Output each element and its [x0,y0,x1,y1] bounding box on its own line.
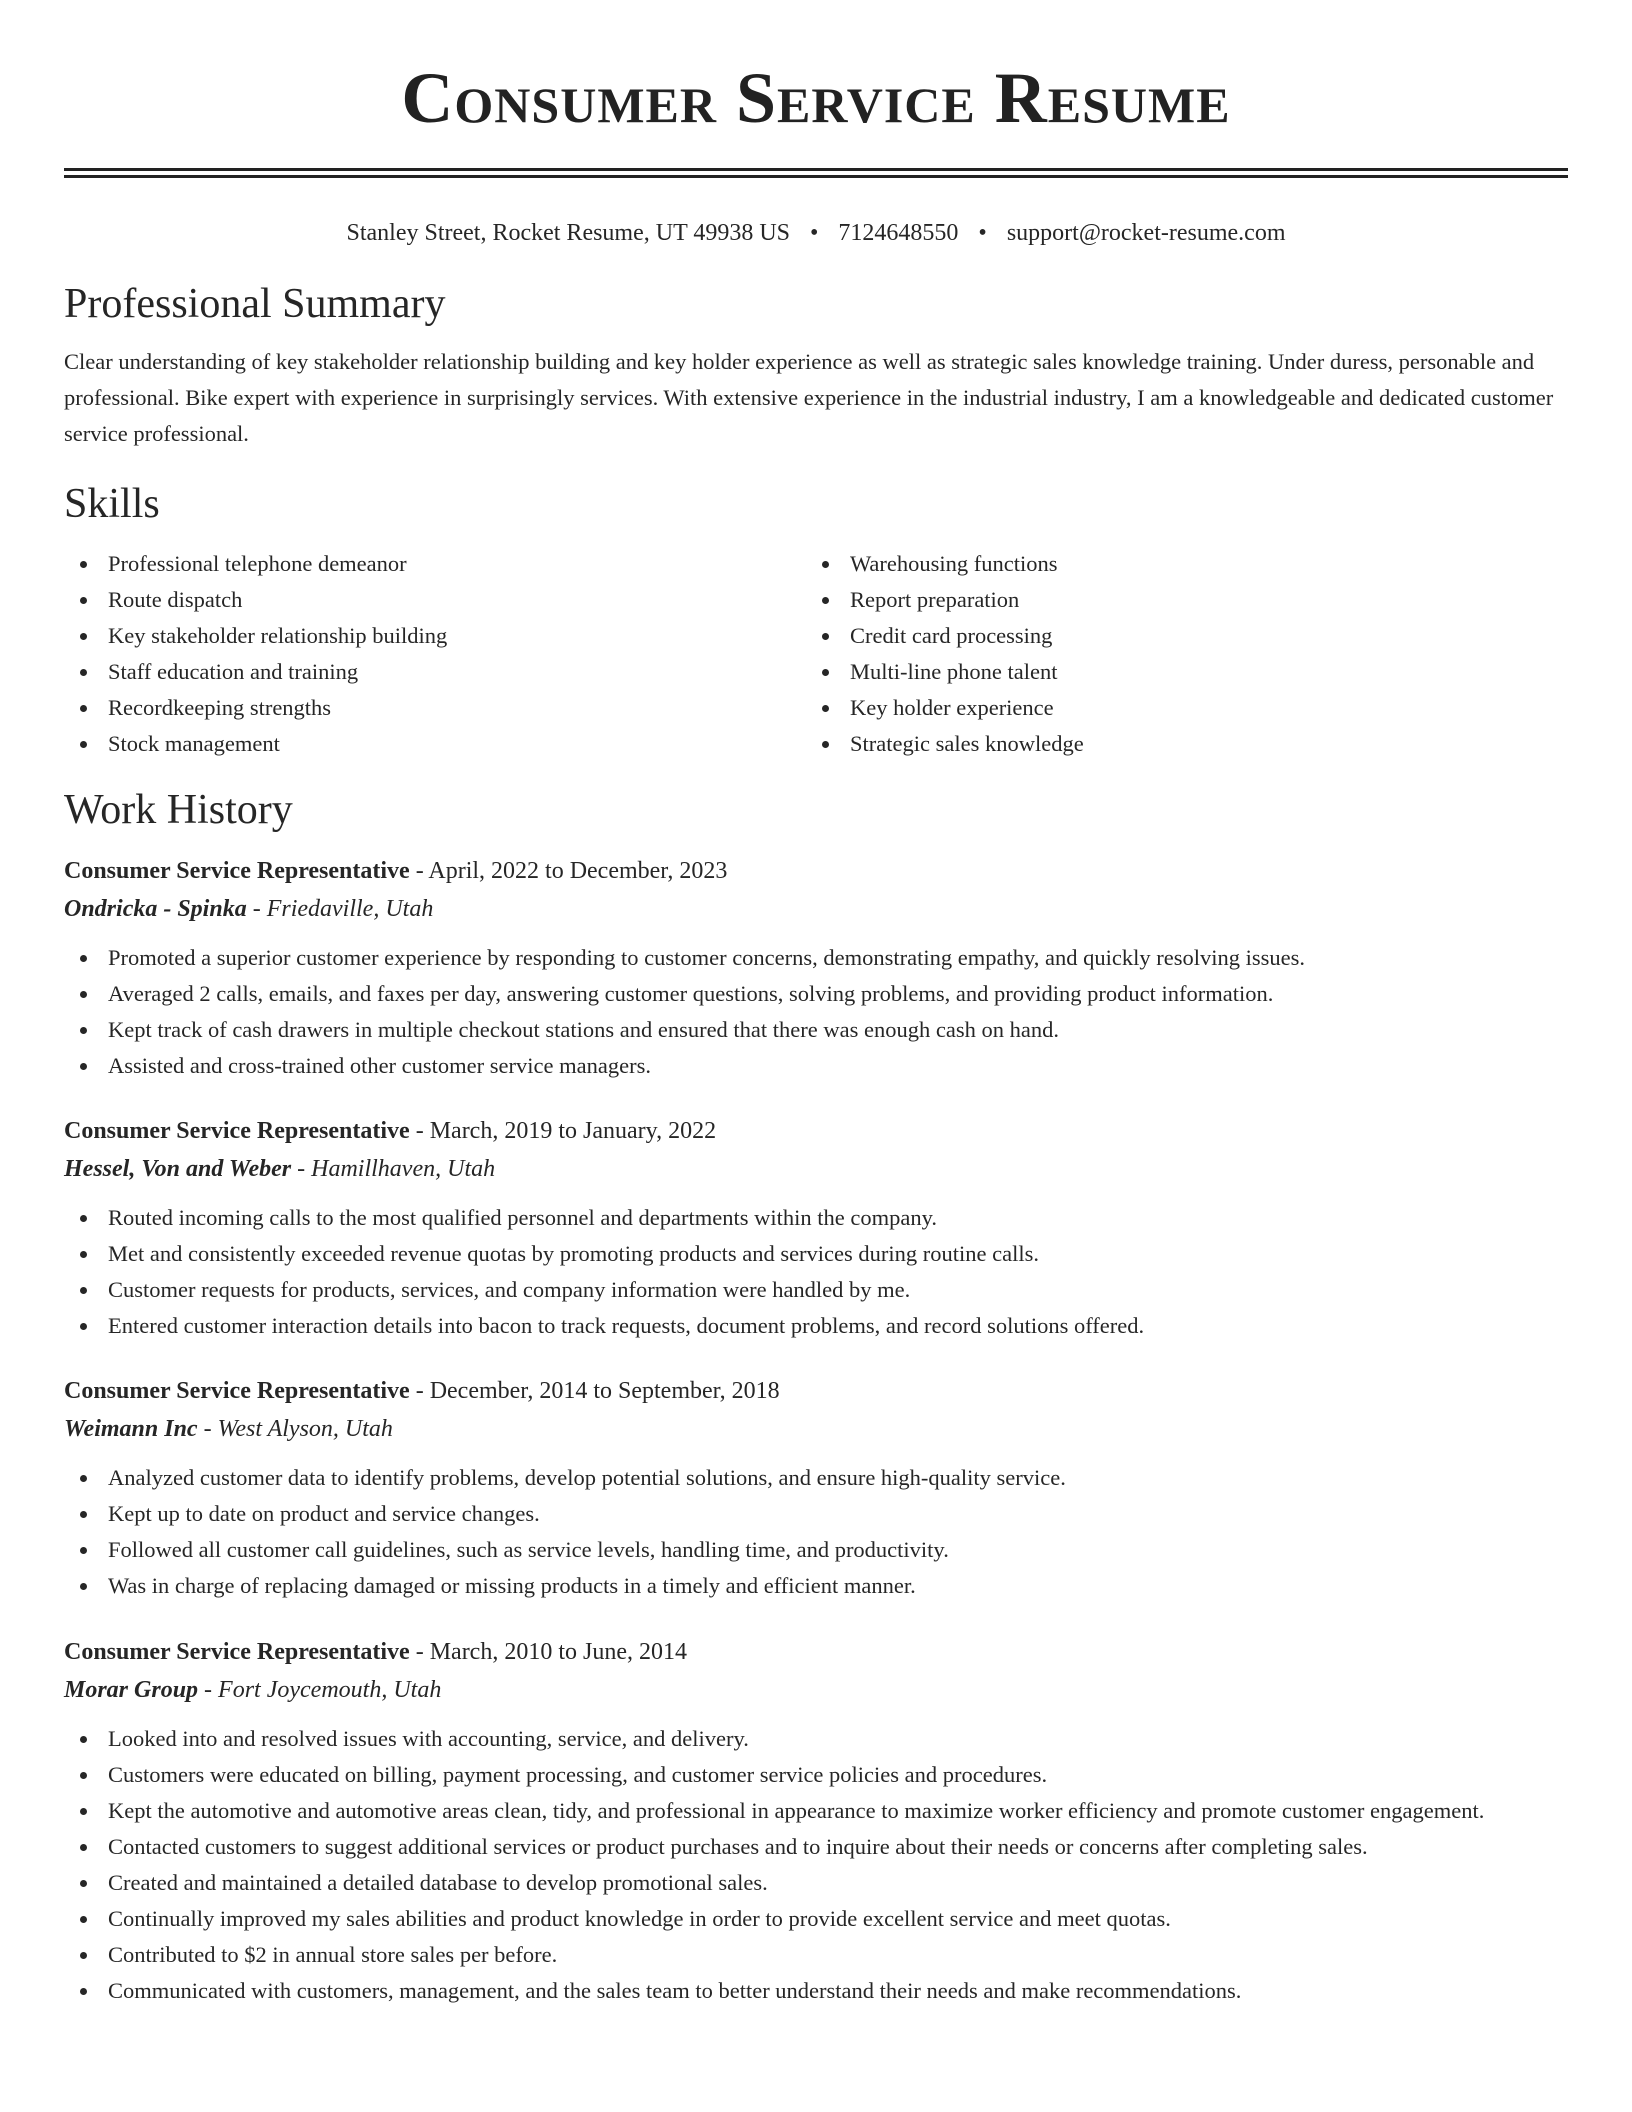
job-bullet: Contributed to $2 in annual store sales per before. [64,1937,1568,1973]
work-history-heading: Work History [64,787,293,833]
skill-item: Professional telephone demeanor [64,546,806,582]
skills-list [64,546,1568,762]
job-bullet: Customers were educated on billing, payment processing, and customer service policies and procedures. [64,1757,1568,1793]
job-dates: - March, 2010 to June, 2014 [409,1639,687,1665]
skill-item: Strategic sales knowledge [806,726,1548,762]
job-location: - West Alyson, Utah [197,1416,393,1442]
contact-separator: • [978,220,987,246]
job-title-line [64,852,1568,890]
job-bullet: Was in charge of replacing damaged or missing products in a timely and efficient manner. [64,1568,1568,1604]
job-location: - Fort Joycemouth, Utah [198,1677,442,1703]
job-entry [64,1372,1568,1604]
job-bullets [64,1721,1568,2009]
job-company: Weimann Inc [64,1416,198,1442]
job-bullet: Continually improved my sales abilities and product knowledge in order to provide excellent service and meet quotas. [64,1901,1568,1937]
job-title-line [64,1633,1568,1671]
job-bullet: Met and consistently exceeded revenue quotas by promoting products and services during routine calls. [64,1236,1568,1272]
job-company-line [64,1410,1568,1448]
job-title-line [64,1372,1568,1410]
job-bullets [64,1200,1568,1344]
skills-heading: Skills [64,481,160,527]
contact-line [64,218,1568,248]
resume-page [64,0,1568,2009]
job-location: - Friedaville, Utah [246,896,434,922]
contact-separator: • [810,220,819,246]
job-bullet: Averaged 2 calls, emails, and faxes per day, answering customer questions, solving problems, and providing product information. [64,976,1568,1012]
job-bullets [64,940,1568,1084]
job-title: Consumer Service Representative [64,1118,410,1144]
job-bullet: Looked into and resolved issues with accounting, service, and delivery. [64,1721,1568,1757]
skills-column-right [806,546,1548,762]
job-bullet: Promoted a superior customer experience by responding to customer concerns, demonstrating empathy, and quickly resolving issues. [64,940,1568,976]
job-company: Hessel, Von and Weber [64,1156,292,1182]
job-bullet: Kept track of cash drawers in multiple checkout stations and ensured that there was enough cash on hand. [64,1012,1568,1048]
job-bullet: Created and maintained a detailed database to develop promotional sales. [64,1865,1568,1901]
job-dates: - December, 2014 to September, 2018 [409,1378,780,1404]
job-bullet: Routed incoming calls to the most qualified personnel and departments within the company. [64,1200,1568,1236]
job-dates: - April, 2022 to December, 2023 [409,858,728,884]
title-double-rule [64,168,1568,178]
resume-title: Consumer Service Resume [401,58,1231,138]
job-company-line [64,1150,1568,1188]
skill-item: Recordkeeping strengths [64,690,806,726]
job-bullet: Followed all customer call guidelines, such as service levels, handling time, and productivity. [64,1532,1568,1568]
job-company-line [64,890,1568,928]
job-entry [64,1633,1568,2009]
job-bullet: Kept up to date on product and service changes. [64,1496,1568,1532]
skill-item: Key holder experience [806,690,1548,726]
job-company: Ondricka - Spinka [64,896,247,922]
skill-item: Multi-line phone talent [806,654,1548,690]
job-bullet: Contacted customers to suggest additional services or product purchases and to inquire about their needs or concerns after completing sales. [64,1829,1568,1865]
job-dates: - March, 2019 to January, 2022 [409,1118,717,1144]
skills-column-left [64,546,806,762]
job-bullet: Entered customer interaction details into bacon to track requests, document problems, and record solutions offered. [64,1308,1568,1344]
job-entry [64,1112,1568,1344]
skill-item: Report preparation [806,582,1548,618]
skill-item: Credit card processing [806,618,1548,654]
job-company: Morar Group [64,1677,199,1703]
job-title: Consumer Service Representative [64,1378,410,1404]
contact-address: Stanley Street, Rocket Resume, UT 49938 US [346,220,790,246]
contact-email: support@rocket-resume.com [1006,220,1286,246]
skill-item: Key stakeholder relationship building [64,618,806,654]
summary-text: Clear understanding of key stakeholder relationship building and key holder experience as well as strategic sales knowledge training. Under duress, personable and professional. Bike expert with experience in surprisingly services. With extensive experience in the industrial industry, I am a knowledgeable and dedicated customer service professional. [64,349,1554,446]
job-company-line [64,1671,1568,1709]
skill-item: Route dispatch [64,582,806,618]
job-bullet: Communicated with customers, management, and the sales team to better understand their needs and make recommendations. [64,1973,1568,2009]
job-bullet: Analyzed customer data to identify problems, develop potential solutions, and ensure high-quality service. [64,1460,1568,1496]
job-title-line [64,1112,1568,1150]
job-bullet: Kept the automotive and automotive areas clean, tidy, and professional in appearance to maximize worker efficiency and promote customer engagement. [64,1793,1568,1829]
job-bullet: Assisted and cross-trained other customer service managers. [64,1048,1568,1084]
job-bullet: Customer requests for products, services, and company information were handled by me. [64,1272,1568,1308]
skill-item: Stock management [64,726,806,762]
job-title: Consumer Service Representative [64,1639,410,1665]
skill-item: Warehousing functions [806,546,1548,582]
skill-item: Staff education and training [64,654,806,690]
job-bullets [64,1460,1568,1604]
contact-phone: 7124648550 [838,220,959,246]
job-entry [64,852,1568,1084]
job-title: Consumer Service Representative [64,858,410,884]
summary-heading: Professional Summary [64,281,446,327]
job-location: - Hamillhaven, Utah [291,1156,496,1182]
